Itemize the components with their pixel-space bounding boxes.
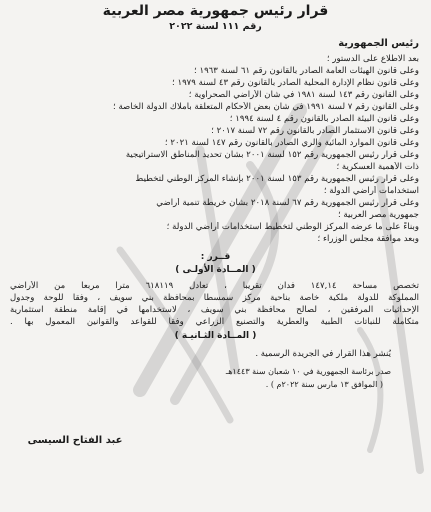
preamble-line: وعلى قانون الموارد المائية والري الصادر بالقانون رقم ١٤٧ لسنة ٢٠٢١ ؛ (164, 138, 419, 148)
article-two-heading: ( المــادة الثـانيـة ) (174, 331, 257, 341)
preamble-line: وبناءً على ما عرضه المركز الوطني لتخطيط استخدامات أراضي الدولة ؛ (166, 222, 419, 232)
preamble-line: وعلى القانون رقم ٧ لسنة ١٩٩١ في شأن بعض الأحكام المتعلقة بأملاك الدولة الخاصة ؛ (112, 102, 419, 112)
article-one-line: الإحداثيات المرفقين ، لصالح محافظة بني سويف ، لاستخدامها في إقامة منطقة استثمارية (10, 305, 419, 315)
article-one-line: متكاملة للنباتات الطبية والعطرية والتصنيع الزراعي وفقاً للقواعد والقوانين المعمول بها . (10, 317, 419, 327)
article-one-line: تخصص مساحة ١٤٧,١٤ فدان تقريباً ، تعادل ٦١٨١١٩ متراً مربعاً من الأراضي (10, 281, 419, 291)
preamble-line: وعلى قرار رئيس الجمهورية رقم ١٥٢ لسنة ٢٠٠١ بشأن تحديد المناطق الاستراتيجية (125, 150, 419, 160)
president-signature: عبد الفتاح السيسى (27, 435, 123, 446)
preamble-line: بعد الاطلاع على الدستور ؛ (326, 54, 419, 64)
article-one-heading: ( المــادة الأولـى ) (175, 265, 256, 275)
decided-heading: قــرر : (200, 252, 231, 262)
preamble-line: وعلى قرار رئيس الجمهورية رقم ٦٧ لسنة ٢٠١٨ بشأن خريطة تنمية أراضي (156, 198, 419, 208)
article-one-line: المملوكة للدولة ملكية خاصة بناحية مركز سمسطا بمحافظة بني سويف ، وفقاً للوحة وجدول (10, 293, 419, 303)
preamble-line: وعلى قانون الهيئات العامة الصادر بالقانون رقم ٦١ لسنة ١٩٦٣ ؛ (193, 66, 419, 76)
preamble-line: وعلى قانون نظام الإدارة المحلية الصادر بالقانون رقم ٤٣ لسنة ١٩٧٩ ؛ (171, 78, 419, 88)
preamble-line: استخدامات أراضي الدولة ؛ (323, 186, 419, 196)
decree-title: قرار رئيس جمهورية مصر العربية (102, 3, 329, 19)
preamble-line: وبعد موافقة مجلس الوزراء ؛ (317, 234, 419, 244)
article-two-text: يُنشر هذا القرار في الجريدة الرسمية . (255, 349, 391, 359)
preamble-line: وعلى القانون رقم ١٤٣ لسنة ١٩٨١ في شأن الأراضي الصحراوية ؛ (188, 90, 419, 100)
issued-date: ( الموافق ١٣ مارس سنة ٢٠٢٢م ) . (265, 380, 383, 389)
issued-text: صدر برئاسة الجمهورية في ١٠ شعبان سنة ١٤٤٣هـ (225, 367, 391, 376)
preamble-line: وعلى قانون الاستثمار الصادر بالقانون رقم ٧٢ لسنة ٢٠١٧ ؛ (211, 126, 419, 136)
decree-number: رقم ١١١ لسنة ٢٠٢٢ (169, 21, 262, 32)
preamble-line: جمهورية مصر العربية ؛ (337, 210, 419, 220)
preamble-line: وعلى قانون البيئة الصادر بالقانون رقم ٤ لسنة ١٩٩٤ ؛ (229, 114, 419, 124)
president-heading: رئيس الجمهورية (338, 38, 419, 49)
preamble-line: وعلى قرار رئيس الجمهورية رقم ١٥٣ لسنة ٢٠٠١ بإنشاء المركز الوطني لتخطيط (135, 174, 419, 184)
preamble-line: ذات الأهمية العسكرية ؛ (336, 162, 419, 172)
